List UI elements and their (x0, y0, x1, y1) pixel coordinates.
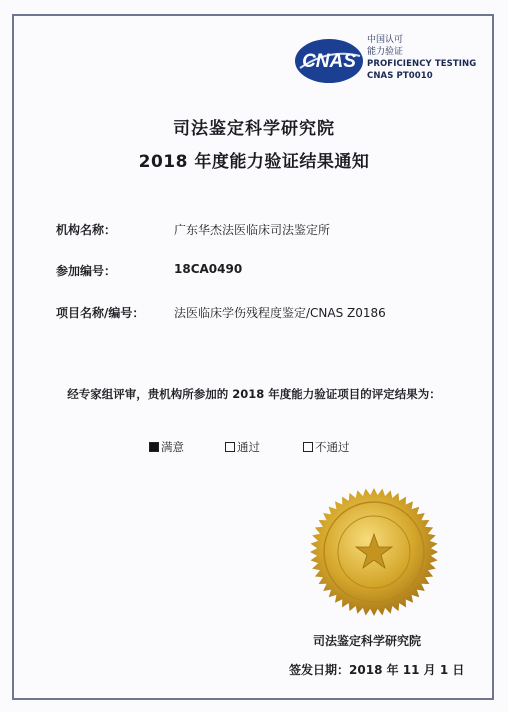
issuer-title: 司法鉴定科学研究院 (173, 119, 335, 139)
signature-org: 司法鉴定科学研究院 (313, 634, 422, 648)
result-option-label: 满意 (161, 440, 184, 454)
participant-value: 18CA0490 (174, 262, 243, 276)
result-option-label: 不通过 (315, 440, 350, 454)
participant-label: 参加编号： (56, 264, 117, 278)
cnas-logo-mark: CNAS (302, 51, 356, 72)
checkbox-icon (303, 442, 313, 452)
logo-en-line1: PROFICIENCY TESTING (367, 59, 477, 69)
logo-cn-line1: 中国认可 (367, 35, 404, 45)
result-option-pass (225, 439, 260, 455)
checkbox-icon (149, 442, 159, 452)
notice-title: 2018 年度能力验证结果通知 (138, 152, 370, 172)
issue-date-label: 签发日期： (289, 663, 350, 677)
result-option-fail (303, 439, 350, 455)
logo-en-line2: CNAS PT0010 (367, 71, 433, 81)
issue-date-value: 2018 年 11 月 1 日 (349, 663, 465, 677)
project-value: 法医临床学伤残程度鉴定/CNAS Z0186 (174, 306, 386, 320)
evaluation-statement: 经专家组评审，贵机构所参加的 2018 年度能力验证项目的评定结果为： (67, 387, 441, 401)
logo-cn-line2: 能力验证 (367, 47, 404, 57)
institution-label: 机构名称： (56, 223, 117, 237)
gold-seal-icon (308, 486, 440, 618)
result-option-label: 通过 (237, 440, 260, 454)
institution-value: 广东华杰法医临床司法鉴定所 (174, 223, 331, 237)
result-option-satisfactory (149, 439, 184, 455)
issue-date (289, 661, 464, 678)
checkbox-icon (225, 442, 235, 452)
cnas-logo-caption (367, 34, 476, 82)
cnas-logo-icon (294, 38, 364, 84)
project-label: 项目名称/编号： (56, 306, 145, 320)
